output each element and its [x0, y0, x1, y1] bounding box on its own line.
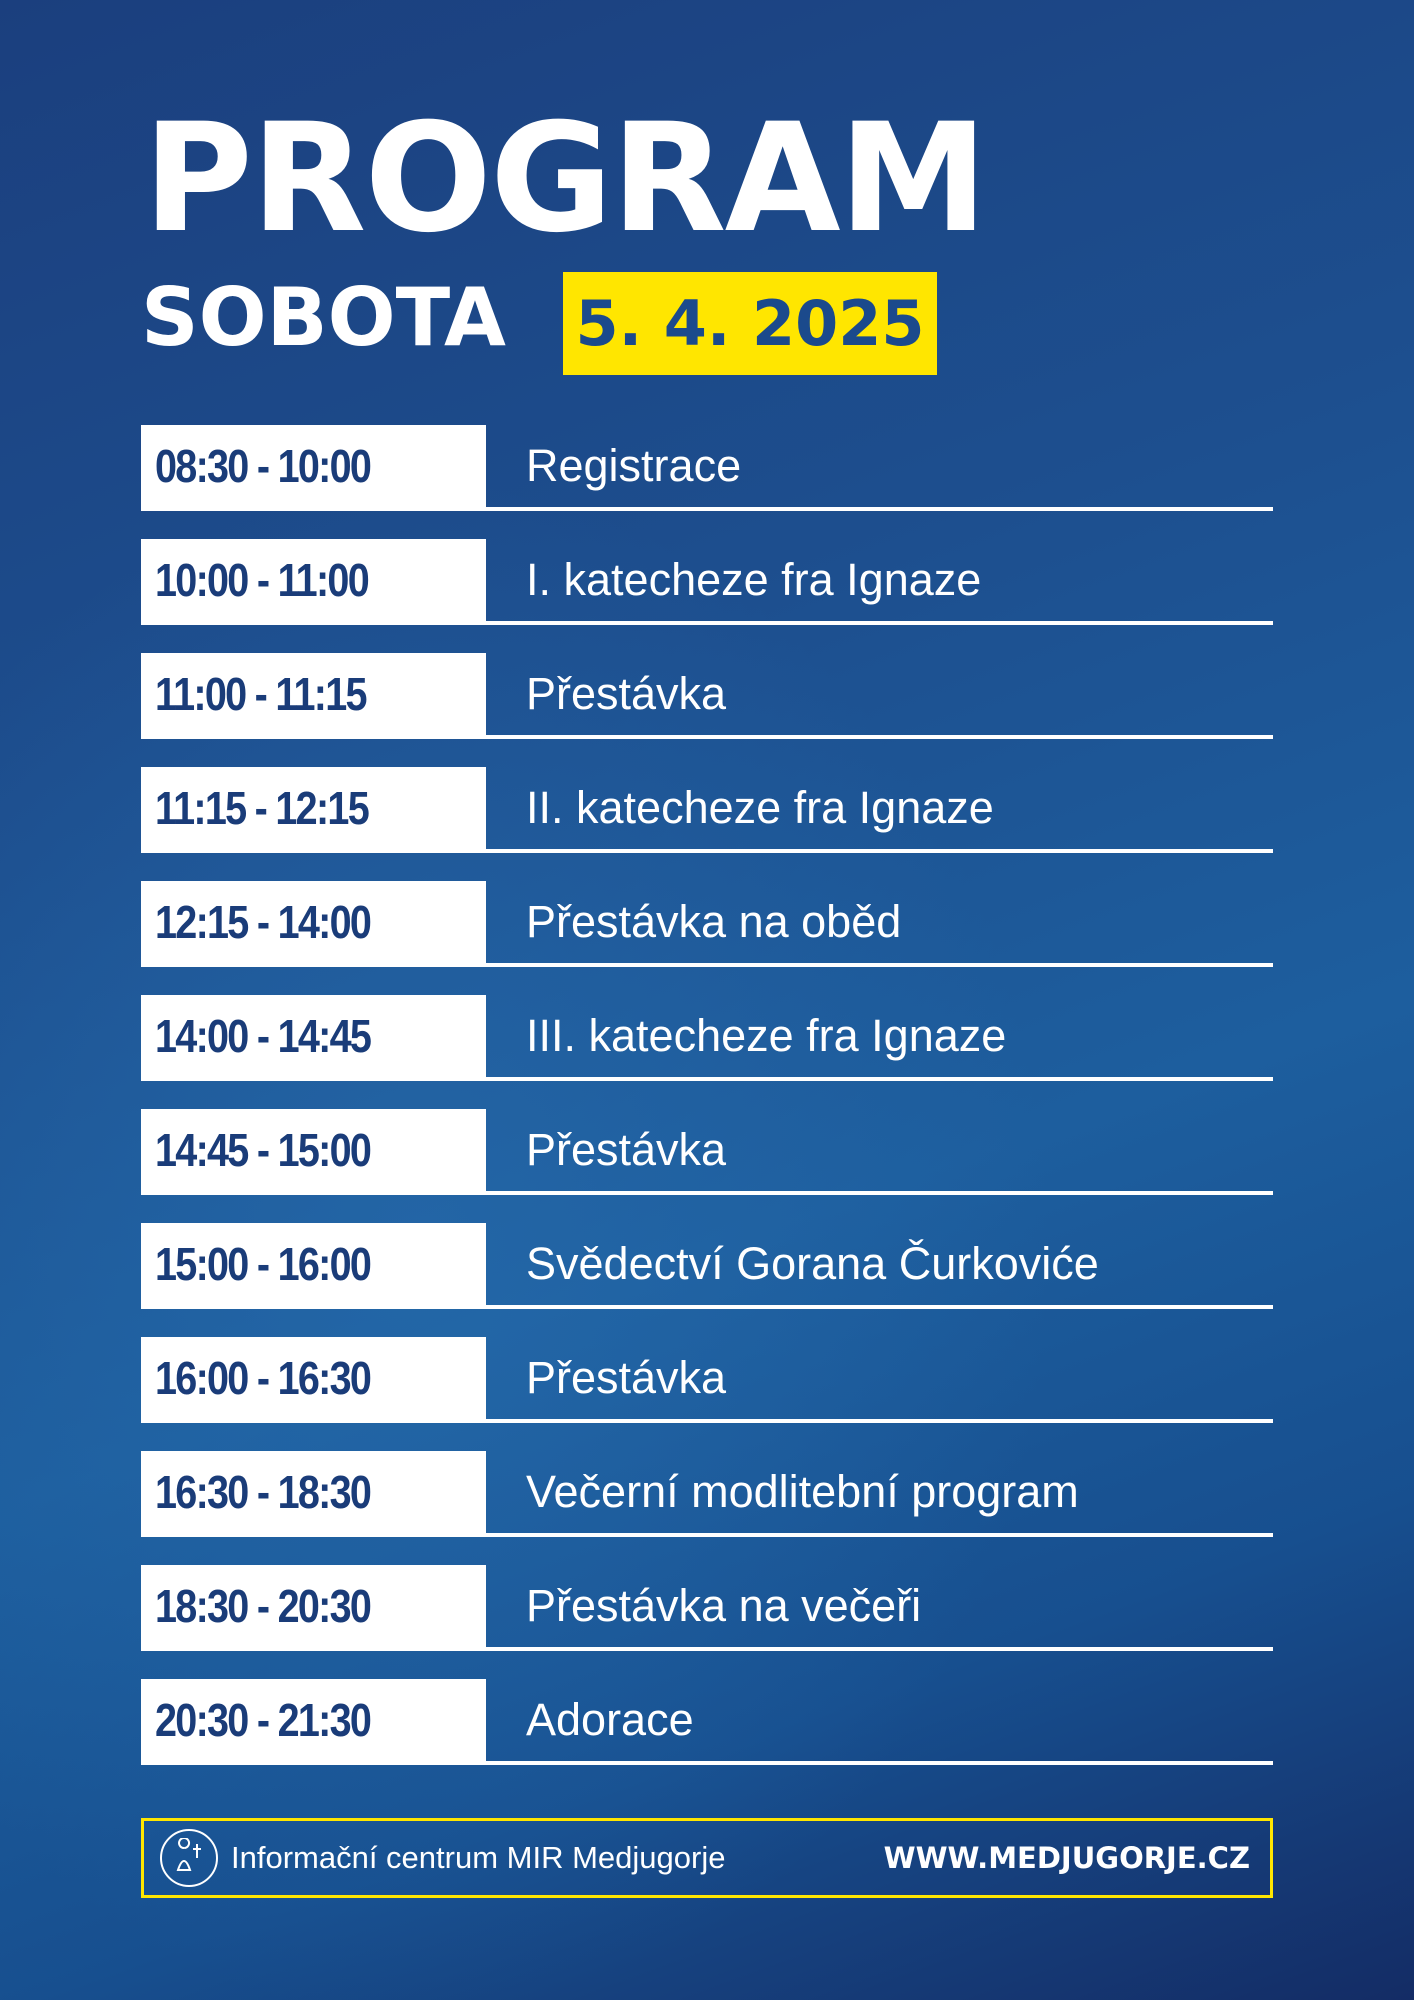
schedule-row: [141, 1337, 1273, 1429]
time-range: 11:15 - 12:15: [155, 782, 368, 834]
schedule-row: [141, 1109, 1273, 1201]
row-divider: [141, 1305, 1273, 1309]
logo-glyph: [169, 1838, 209, 1878]
schedule-row: [141, 653, 1273, 745]
row-divider: [141, 735, 1273, 739]
day-label: SOBOTA: [141, 271, 506, 364]
time-range: 10:00 - 11:00: [155, 554, 368, 606]
activity-label: Přestávka na večeři: [526, 1580, 922, 1631]
row-divider: [141, 1419, 1273, 1423]
time-range: 16:00 - 16:30: [155, 1352, 371, 1404]
activity-label: Přestávka: [526, 1352, 727, 1403]
schedule-row: [141, 767, 1273, 859]
time-box: [141, 1109, 486, 1191]
row-divider: [141, 1533, 1273, 1537]
schedule-row: [141, 539, 1273, 631]
row-divider: [141, 507, 1273, 511]
time-box: [141, 881, 486, 963]
time-range: 11:00 - 11:15: [155, 668, 366, 720]
time-range: 08:30 - 10:00: [155, 440, 371, 492]
time-box: [141, 1223, 486, 1305]
activity-label: Přestávka: [526, 1124, 727, 1175]
schedule-row: [141, 1565, 1273, 1657]
schedule-row: [141, 1679, 1273, 1771]
time-range: 16:30 - 18:30: [155, 1466, 371, 1518]
time-range: 14:00 - 14:45: [155, 1010, 371, 1062]
time-box: [141, 539, 486, 621]
time-range: 15:00 - 16:00: [155, 1238, 371, 1290]
row-divider: [141, 1647, 1273, 1651]
row-divider: [141, 963, 1273, 967]
time-box: [141, 1451, 486, 1533]
time-range: 20:30 - 21:30: [155, 1694, 371, 1746]
time-box: [141, 995, 486, 1077]
row-divider: [141, 849, 1273, 853]
time-box: [141, 653, 486, 735]
time-box: [141, 767, 486, 849]
activity-label: Přestávka: [526, 668, 727, 719]
row-divider: [141, 1761, 1273, 1765]
time-box: [141, 425, 486, 507]
time-range: 12:15 - 14:00: [155, 896, 371, 948]
poster-title: PROGRAM: [143, 92, 986, 266]
schedule-row: [141, 1223, 1273, 1315]
website-link[interactable]: WWW.MEDJUGORJE.CZ: [883, 1841, 1250, 1875]
medjugorje-logo-icon: [160, 1829, 218, 1887]
activity-label: Večerní modlitební program: [526, 1466, 1079, 1517]
schedule-row: [141, 1451, 1273, 1543]
time-range: 14:45 - 15:00: [155, 1124, 371, 1176]
row-divider: [141, 1077, 1273, 1081]
activity-label: Registrace: [526, 440, 742, 491]
row-divider: [141, 1191, 1273, 1195]
schedule-row: [141, 425, 1273, 517]
time-range: 18:30 - 20:30: [155, 1580, 371, 1632]
activity-label: Svědectví Gorana Čurkoviće: [526, 1238, 1099, 1289]
schedule-row: [141, 995, 1273, 1087]
footer-bar: [141, 1818, 1273, 1898]
schedule-row: [141, 881, 1273, 973]
time-box: [141, 1679, 486, 1761]
activity-label: III. katecheze fra Ignaze: [526, 1010, 1007, 1061]
activity-label: Adorace: [526, 1694, 694, 1745]
time-box: [141, 1565, 486, 1647]
date-badge: 5. 4. 2025: [563, 272, 937, 375]
activity-label: Přestávka na oběd: [526, 896, 902, 947]
row-divider: [141, 621, 1273, 625]
organization-name: Informační centrum MIR Medjugorje: [231, 1840, 726, 1875]
time-box: [141, 1337, 486, 1419]
activity-label: I. katecheze fra Ignaze: [526, 554, 982, 605]
activity-label: II. katecheze fra Ignaze: [526, 782, 994, 833]
